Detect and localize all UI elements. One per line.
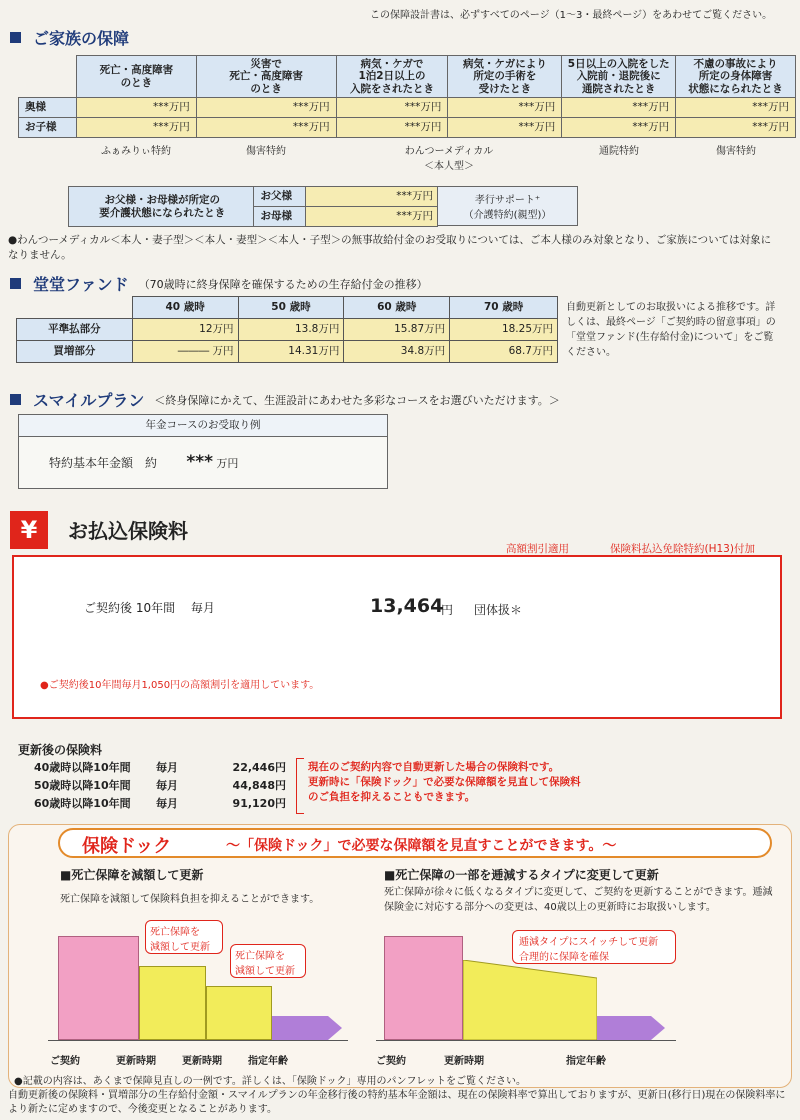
column-header: 40 歳時 <box>132 297 238 319</box>
rider-caption: 通院特約 <box>599 146 639 157</box>
group-label: 団体扱＊ <box>474 603 523 617</box>
callout-bubble: 逓減タイプにスイッチして更新 合理的に保障を確保 <box>512 930 676 964</box>
table-row <box>19 98 796 118</box>
cell-value: ***万円 <box>562 118 676 138</box>
callout-bubble: 死亡保障を 減額して更新 <box>230 944 306 978</box>
dock-left-desc: 死亡保障を減額して保険料負担を抑えることができます。 <box>60 894 320 905</box>
rider-caption: わんつーメディカル ＜本人型＞ <box>404 146 494 172</box>
column-header: 60 歳時 <box>344 297 450 319</box>
arrow-icon <box>328 1016 342 1040</box>
cell-value: 68.7万円 <box>450 341 558 363</box>
corner-cell <box>19 56 77 98</box>
cell-value: 34.8万円 <box>344 341 450 363</box>
list-item <box>34 795 294 813</box>
cell-value: ***万円 <box>676 118 796 138</box>
row-label: 平準払部分 <box>17 319 133 341</box>
dock-right-heading: ■死亡保障の一部を逓減するタイプに変更して更新 <box>384 868 659 882</box>
initial-coverage-bar <box>384 936 463 1040</box>
renewal-freq: 毎月 <box>156 797 178 810</box>
family-table <box>18 55 796 138</box>
timeline-label: 更新時期 <box>182 1056 222 1067</box>
table-row <box>17 341 558 363</box>
smile-header: 年金コースのお受取り例 <box>19 415 388 437</box>
renewal-period: 40歳時以降10年間 <box>34 761 131 774</box>
premium-period: ご契約後 10年間 毎月 <box>84 601 215 615</box>
corner-cell <box>17 297 133 319</box>
dock-left-heading: ■死亡保障を減額して更新 <box>60 868 204 882</box>
renewal-period: 60歳時以降10年間 <box>34 797 131 810</box>
smile-table <box>18 414 388 489</box>
decreasing-coverage-shape <box>463 960 597 1041</box>
fund-table <box>16 296 558 363</box>
timeline-label: 更新時期 <box>444 1056 484 1067</box>
square-icon <box>10 32 21 43</box>
cell-value: ***万円 <box>448 118 562 138</box>
renewal-list <box>34 759 294 813</box>
timeline-label: ご契約 <box>50 1056 80 1067</box>
baseline <box>48 1040 348 1041</box>
bracket-mark <box>296 758 304 814</box>
table-row <box>69 187 438 207</box>
timeline-label: ご契約 <box>376 1056 406 1067</box>
cell-value: ***万円 <box>76 118 196 138</box>
fund-note: 自動更新としてのお取扱いによる推移です。詳しくは、最終ページ「ご契約時の留意事項」の「堂堂ファンド(生存給付金)について」をご覧ください。 <box>566 302 776 358</box>
table-row <box>19 118 796 138</box>
dock-subtitle: ～「保険ドック」で必要な保障額を見直すことができます。～ <box>226 838 617 854</box>
column-header: 5日以上の入院をした 入院前・退院後に 通院されたとき <box>562 56 676 98</box>
family-section-title <box>10 26 129 49</box>
waiver-tag: 保険料払込免除特約(H13)付加 <box>610 543 755 555</box>
renewal-freq: 毎月 <box>156 761 178 774</box>
premium-note: ●ご契約後10年間毎月1,050円の高額割引を適用しています。 <box>40 680 320 691</box>
arrow-icon <box>651 1016 665 1040</box>
cell-value: 12万円 <box>132 319 238 341</box>
cell-value: ***万円 <box>196 98 336 118</box>
smile-value: *** <box>186 451 214 472</box>
premium-title: お払込保険料 <box>68 519 188 543</box>
column-header: 不慮の事故により 所定の身体障害 状態になられたとき <box>676 56 796 98</box>
yen-icon: ¥ <box>10 511 48 549</box>
premium-amount: 13,464 <box>370 595 444 617</box>
parents-table <box>68 186 438 227</box>
rider-caption: ふぁみりぃ特約 <box>101 146 171 157</box>
column-header: 病気・ケガで 1泊2日以上の 入院をされたとき <box>336 56 448 98</box>
fund-header-row <box>17 297 558 319</box>
column-header: 災害で 死亡・高度障害 のとき <box>196 56 336 98</box>
fund-title: 堂堂ファンド <box>33 275 129 294</box>
renewal-amount: 22,446円 <box>232 761 286 774</box>
renewal-title: 更新後の保険料 <box>18 743 103 757</box>
family-header-row <box>19 56 796 98</box>
timeline-label: 指定年齢 <box>566 1056 606 1067</box>
renewal-amount: 44,848円 <box>232 779 286 792</box>
callout-bubble: 死亡保障を 減額して更新 <box>145 920 223 954</box>
column-header: 70 歳時 <box>450 297 558 319</box>
parents-label: お父様・お母様が所定の 要介護状態になられたとき <box>69 187 254 227</box>
cell-value: 18.25万円 <box>450 319 558 341</box>
dock-note: ●記載の内容は、あくまで保障見直しの一例です。詳しくは、「保険ドック」専用のパンフレットをご覧ください。 <box>14 1076 527 1087</box>
extension-bar <box>272 1016 328 1040</box>
baseline <box>376 1040 676 1041</box>
list-item <box>34 759 294 777</box>
cell-value: 13.8万円 <box>238 319 344 341</box>
row-label: お父様 <box>254 187 306 207</box>
family-title: ご家族の保障 <box>33 29 130 48</box>
parents-rider: 孝行サポート⁺ （介護特約(親型)） <box>438 186 578 226</box>
square-icon <box>10 394 21 405</box>
cell-value: 14.31万円 <box>238 341 344 363</box>
initial-coverage-bar <box>58 936 139 1040</box>
cell-value: ***万円 <box>196 118 336 138</box>
dock-right-desc: 死亡保障が徐々に低くなるタイプに変更して、ご契約を更新することができます。逓減保険金に対応する部分への変更は、40歳以上の更新時にお取扱いします。 <box>384 887 773 913</box>
column-header: 死亡・高度障害 のとき <box>76 56 196 98</box>
dock-title: 保険ドック <box>82 836 172 857</box>
cell-value: ***万円 <box>676 98 796 118</box>
row-label: 奥様 <box>19 98 77 118</box>
smile-value-cell <box>19 437 388 489</box>
table-row <box>17 319 558 341</box>
family-note: ●わんつーメディカル＜本人・妻子型＞＜本人・妻型＞＜本人・子型＞の無事故給付金のお受取りについては、ご本人様のみ対象となり、ご家族については対象になりません。 <box>8 234 772 262</box>
reduced-coverage-bar <box>139 966 206 1040</box>
renewal-freq: 毎月 <box>156 779 178 792</box>
timeline-label: 更新時期 <box>116 1056 156 1067</box>
row-label: 買増部分 <box>17 341 133 363</box>
header-note: この保障設計書は、必ずすべてのページ（1～3・最終ページ）をあわせてご覧ください。 <box>370 10 773 21</box>
renewal-note: 現在のご契約内容で自動更新した場合の保険料です。 更新時に「保険ドック」で必要な保障額を見直して保険料 のご負担を抑えることもできます。 <box>308 761 581 804</box>
renewal-period: 50歳時以降10年間 <box>34 779 131 792</box>
cell-value: ***万円 <box>306 187 438 207</box>
cell-value: ***万円 <box>306 207 438 227</box>
column-header: 病気・ケガにより 所定の手術を 受けたとき <box>448 56 562 98</box>
cell-value: ***万円 <box>448 98 562 118</box>
cell-value: ***万円 <box>336 118 448 138</box>
premium-unit: 円 <box>441 603 454 617</box>
discount-tag: 高額割引適用 <box>506 543 569 555</box>
reduced-coverage-bar <box>206 986 272 1040</box>
smile-section-title <box>10 388 560 411</box>
rider-caption: 傷害特約 <box>246 146 286 157</box>
cell-value: ***万円 <box>76 98 196 118</box>
cell-value: ***万円 <box>562 98 676 118</box>
row-label: お子様 <box>19 118 77 138</box>
rider-caption: 傷害特約 <box>716 146 756 157</box>
cell-value: 15.87万円 <box>344 319 450 341</box>
renewal-amount: 91,120円 <box>232 797 286 810</box>
premium-box <box>12 555 782 719</box>
list-item <box>34 777 294 795</box>
smile-label: 特約基本年金額 約 <box>49 455 158 470</box>
extension-bar <box>597 1016 651 1040</box>
footer-note: 自動更新後の保険料・買増部分の生存給付金額・スマイルプランの年金移行後の特約基本年金額は、現在の保険料率で算出しておりますが、更新日(移行日)現在の保険料率により新たに定めますので、今後変更となることがあります。 <box>8 1090 786 1115</box>
cell-value: ***万円 <box>336 98 448 118</box>
fund-section-title <box>10 272 428 295</box>
cell-value: ――― 万円 <box>132 341 238 363</box>
fund-subtitle: （70歳時に終身保障を確保するための生存給付金の推移） <box>138 277 428 291</box>
square-icon <box>10 278 21 289</box>
smile-subtitle: ＜終身保障にかえて、生涯設計にあわせた多彩なコースをお選びいただけます。＞ <box>154 393 560 407</box>
smile-unit: 万円 <box>216 456 239 470</box>
timeline-label: 指定年齢 <box>248 1056 288 1067</box>
smile-title: スマイルプラン <box>33 391 145 410</box>
column-header: 50 歳時 <box>238 297 344 319</box>
row-label: お母様 <box>254 207 306 227</box>
